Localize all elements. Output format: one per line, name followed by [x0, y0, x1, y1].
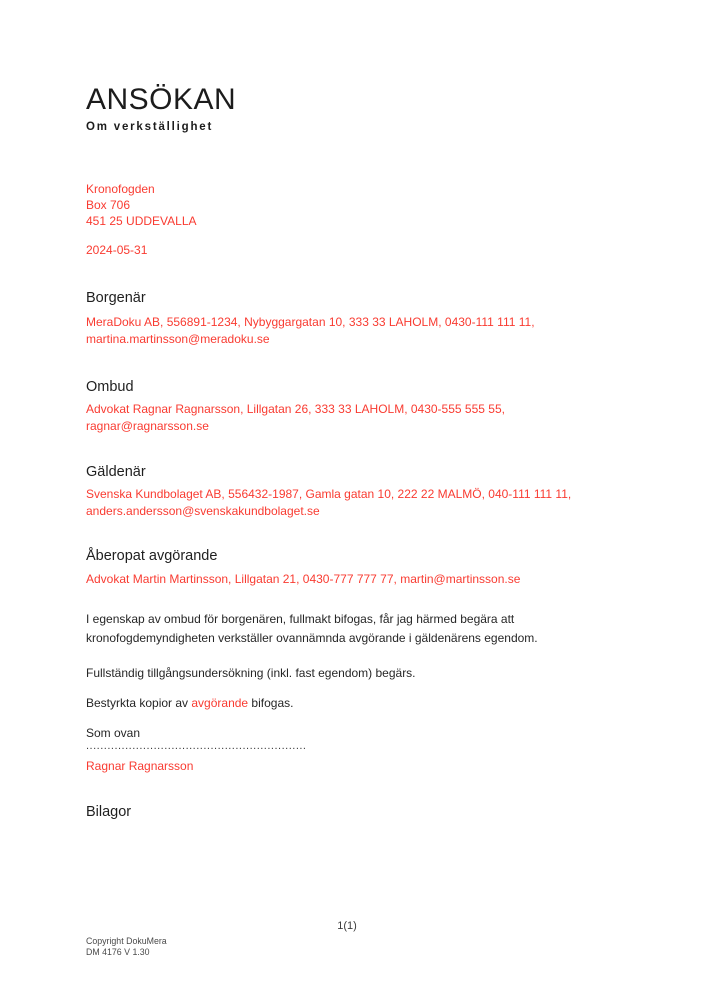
paragraph-attachments — [86, 694, 623, 713]
paragraph-request: I egenskap av ombud för borgenären, fullmakt bifogas, får jag härmed begära att kronofogdemyndigheten verkställer ovannämnda avgörande i gäldenärens egendom. — [86, 612, 538, 645]
page-number: 1(1) — [337, 920, 357, 932]
attachment-sentence-prefix: Bestyrkta kopior av — [86, 696, 192, 710]
document-date: 2024-05-31 — [86, 243, 148, 257]
document-title: ANSÖKAN — [86, 83, 237, 116]
section-heading-borgenar: Borgenär — [86, 290, 146, 306]
recipient-address-block — [86, 182, 623, 229]
footer-copyright: Copyright DokuMera — [86, 936, 167, 946]
representative-details: Advokat Ragnar Ragnarsson, Lillgatan 26, 333 33 LAHOLM, 0430-555 555 55, ragnar@ragnarsson.se — [86, 402, 505, 433]
paragraph-asset-investigation: Fullständig tillgångsundersökning (inkl. fast egendom) begärs. — [86, 666, 416, 680]
invoked-decision-details: Advokat Martin Martinsson, Lillgatan 21, 0430-777 777 77, martin@martinsson.se — [86, 572, 521, 586]
debtor-details: Svenska Kundbolaget AB, 556432-1987, Gamla gatan 10, 222 22 MALMÖ, 040-111 111 11, anders.andersson@svenskakundbolaget.se — [86, 487, 572, 518]
section-heading-galdenar: Gäldenär — [86, 464, 146, 480]
paragraph-som-ovan: Som ovan — [86, 726, 141, 740]
attachment-sentence-suffix: bifogas. — [248, 696, 294, 710]
creditor-details: MeraDoku AB, 556891-1234, Nybyggargatan 10, 333 33 LAHOLM, 0430-111 111 11, martina.martinsson@meradoku.se — [86, 315, 535, 346]
section-heading-aberopat-avgorande: Åberopat avgörande — [86, 548, 218, 564]
signature-name: Ragnar Ragnarsson — [86, 759, 194, 773]
section-heading-bilagor: Bilagor — [86, 804, 132, 820]
footer-doc-version: DM 4176 V 1.30 — [86, 947, 150, 957]
section-heading-ombud: Ombud — [86, 379, 134, 395]
signature-line: .............................................................. — [86, 740, 307, 752]
recipient-city: 451 25 UDDEVALLA — [86, 213, 197, 228]
document-subtitle: Om verkställighet — [86, 121, 214, 133]
footer-copyright-block — [86, 936, 623, 958]
recipient-box: Box 706 — [86, 197, 131, 212]
attachment-sentence-highlight: avgörande — [191, 696, 249, 710]
recipient-name: Kronofogden — [86, 182, 155, 196]
